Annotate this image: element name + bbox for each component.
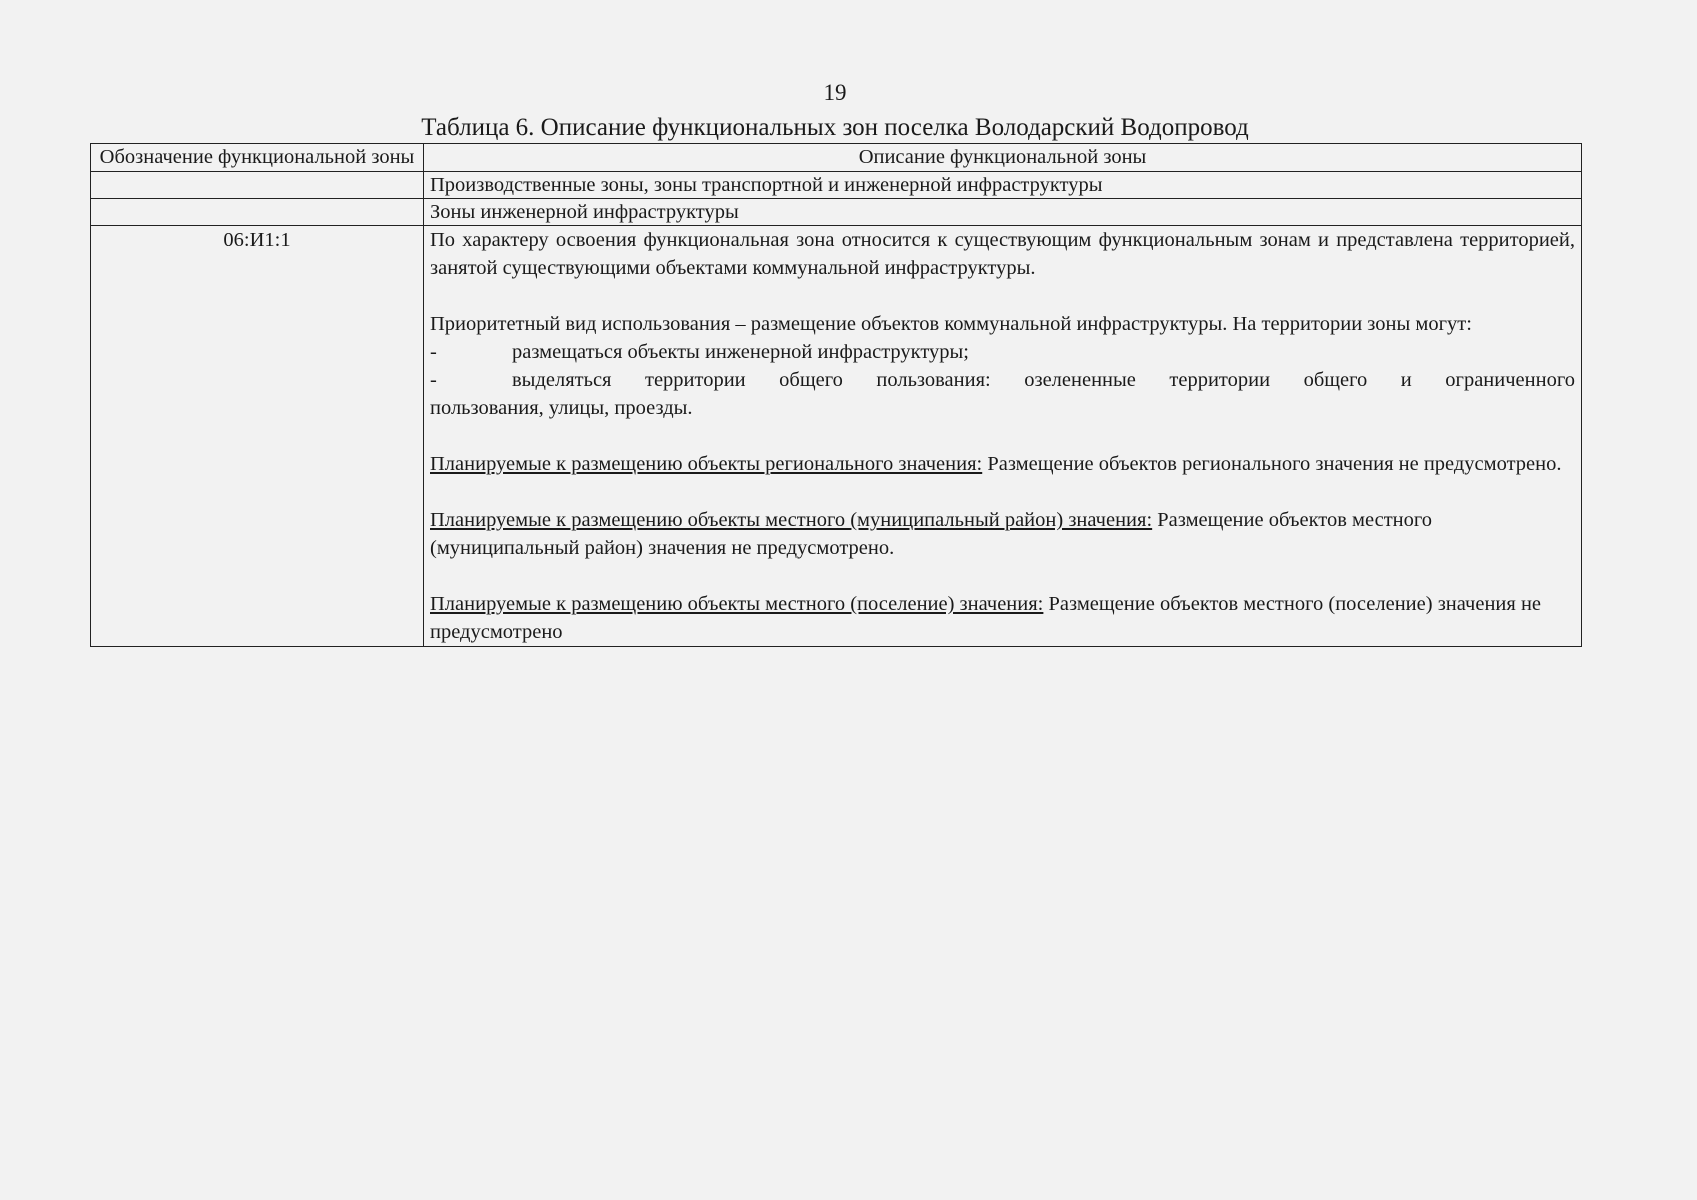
regional-objects-label: Планируемые к размещению объекты регионального значения: bbox=[430, 453, 983, 475]
settlement-objects-text: Размещение объектов местного (поселение) значения не предусмотрено bbox=[430, 593, 1542, 643]
municipal-objects-label: Планируемые к размещению объекты местного (муниципальный район) значения: bbox=[430, 509, 1153, 531]
bullet-text: выделяться территории общего пользования: озелененные территории общего и ограниченного bbox=[512, 369, 1575, 391]
regional-objects-text: Размещение объектов регионального значения не предусмотрено. bbox=[987, 453, 1562, 475]
list-item bbox=[430, 338, 1575, 366]
settlement-objects-paragraph bbox=[430, 590, 1575, 646]
section-row-empty-cell bbox=[91, 172, 424, 199]
header-zone-code: Обозначение функциональной зоны bbox=[91, 144, 424, 172]
bullet-text-continuation: пользования, улицы, проезды. bbox=[430, 397, 693, 419]
table-row bbox=[91, 226, 1582, 647]
subsection-row-empty-cell bbox=[91, 199, 424, 226]
header-zone-description: Описание функциональной зоны bbox=[424, 144, 1582, 172]
section-row bbox=[91, 172, 1582, 199]
bullet-dash: - bbox=[430, 369, 437, 391]
section-row-title: Производственные зоны, зоны транспортной и инженерной инфраструктуры bbox=[424, 172, 1582, 199]
table-caption: Таблица 6. Описание функциональных зон поселка Володарский Водопровод bbox=[421, 114, 1249, 141]
zone-description bbox=[424, 226, 1582, 647]
bullet-dash: - bbox=[430, 341, 437, 363]
list-item bbox=[430, 366, 1575, 394]
page-number: 19 bbox=[823, 80, 847, 105]
subsection-row-title: Зоны инженерной инфраструктуры bbox=[424, 199, 1582, 226]
municipal-objects-text: Размещение объектов местного (муниципальный район) значения не предусмотрено. bbox=[430, 509, 1433, 559]
zone-character-paragraph: По характеру освоения функциональная зона относится к существующим функциональным зонам и представлена территорией, занятой существующими объектами коммунальной инфраструктуры. bbox=[430, 229, 1575, 279]
regional-objects-paragraph bbox=[430, 450, 1575, 478]
table-header-row bbox=[91, 144, 1582, 172]
settlement-objects-label: Планируемые к размещению объекты местного (поселение) значения: bbox=[430, 593, 1044, 615]
municipal-objects-paragraph bbox=[430, 506, 1575, 562]
subsection-row bbox=[91, 199, 1582, 226]
zone-code: 06:И1:1 bbox=[91, 226, 424, 647]
zones-table bbox=[90, 143, 1582, 647]
bullet-text: размещаться объекты инженерной инфраструктуры; bbox=[512, 341, 969, 363]
zone-priority-paragraph: Приоритетный вид использования – размещение объектов коммунальной инфраструктуры. На территории зоны могут: bbox=[430, 313, 1472, 335]
